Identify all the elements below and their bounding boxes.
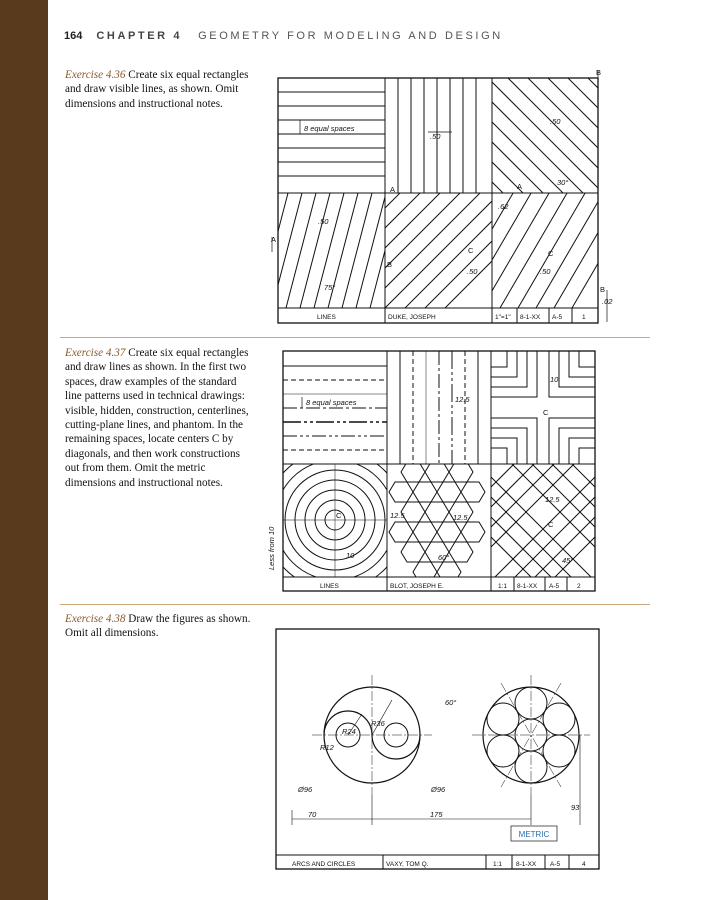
dim-50: .50 [430,132,441,141]
section-divider [60,337,650,338]
label-C: C [543,408,549,417]
section-divider [60,604,650,605]
dim-r12: R12 [320,743,334,752]
exercise-text: Create six equal rectangles and draw visible lines, as shown. Omit dimensions and instructional notes. [65,69,249,110]
figure-4-38-arcs-drawing [262,610,632,890]
angle-60: 60° [445,698,457,707]
chapter-label: CHAPTER 4 [96,30,183,42]
label-C-cell4: C [336,511,342,520]
tb-title: LINES [320,583,339,590]
dim-50-cell5: .50 [467,267,478,276]
label-C: C [468,246,474,255]
caption-exercise-4-37 [65,346,255,490]
tb-seq: 1 [582,314,586,321]
page-spine-bar [0,0,48,900]
note-less-from-10: Less from 10 [267,526,276,570]
dim-10: 10 [550,375,559,384]
dim-eight-spaces: 8 equal spaces [306,398,357,407]
dim-eight-spaces: 8 equal spaces [304,124,355,133]
caption-exercise-4-36 [65,68,255,111]
label-A2: A [517,182,523,191]
dim-r36: R36 [371,719,385,728]
exercise-label: Exercise 4.38 [65,613,126,625]
tb-seq: 4 [582,861,586,868]
exercise-text: Draw the figures as shown. Omit all dimensions. [65,613,251,640]
dim-50-cell3: .50 [550,117,561,126]
tb-sheet: A-5 [552,314,563,321]
dim-125-cell5: 12.5 [390,511,405,520]
angle-75: 75° [324,283,336,292]
dim-175: 175 [430,810,443,819]
tb-name: BLOT, JOSEPH E. [390,583,444,590]
metric-stamp: METRIC [518,830,550,839]
label-C2: C [548,249,554,258]
dim-50-cell6: .50 [540,267,551,276]
tb-seq: 2 [577,583,581,590]
dim-62: .62 [498,202,509,211]
tb-number: 8-1-XX [516,861,537,868]
exercise-label: Exercise 4.37 [65,347,126,359]
angle-45: 45° [562,556,574,565]
figure-4-37-patterns-drawing [262,342,632,598]
tb-scale: 1:1 [493,861,503,868]
tb-number: 8-1-XX [520,314,541,321]
tb-sheet: A-5 [550,861,561,868]
angle-60: 60° [438,553,450,562]
tb-title: ARCS AND CIRCLES [292,861,356,868]
dim-125-cell6: 12.5 [545,495,560,504]
dim-70: 70 [308,810,317,819]
page-number: 164 [64,30,83,42]
caption-exercise-4-38 [65,612,255,641]
dim-02: .02 [602,297,613,306]
label-B2: B [387,260,393,269]
label-A3: A [271,235,277,244]
dim-125: 12.5 [455,395,470,404]
chapter-title: GEOMETRY FOR MODELING AND DESIGN [198,30,503,42]
label-B: B [596,68,602,77]
dim-125-cell5b: 12.5 [453,513,468,522]
label-C-cell6: C [548,520,554,529]
tb-number: 8-1-XX [517,583,538,590]
tb-sheet: A-5 [549,583,560,590]
tb-scale: 1"=1" [495,314,511,321]
running-header [64,30,503,42]
dim-10-cell4: 10 [346,551,355,560]
label-A: A [390,185,396,194]
dim-dia96-left: Ø96 [298,785,313,794]
exercise-text: Create six equal rectangles and draw lines as shown. In the first two spaces, draw examples of the standard line patterns used in technical drawings: visible, hidden, construction, centerlines, cutting-plane lines, and phantom. In the remaining spaces, locate centers C by diagonals, and then work constructions out from them. Omit the metric dimensions and instructional notes. [65,347,249,489]
figure-4-36-lines-drawing [262,62,632,332]
dim-93: 93 [571,803,580,812]
tb-title: LINES [317,314,336,321]
dim-50-cell4: .50 [318,217,329,226]
label-B3: B [600,285,606,294]
tb-name: DUKE, JOSEPH [388,314,436,321]
dim-r24: R24 [342,727,356,736]
tb-scale: 1:1 [498,583,508,590]
tb-name: VAXY, TOM Q. [386,861,429,868]
dim-dia96-right: Ø96 [431,785,446,794]
angle-30: 30° [557,178,569,187]
exercise-label: Exercise 4.36 [65,69,126,81]
